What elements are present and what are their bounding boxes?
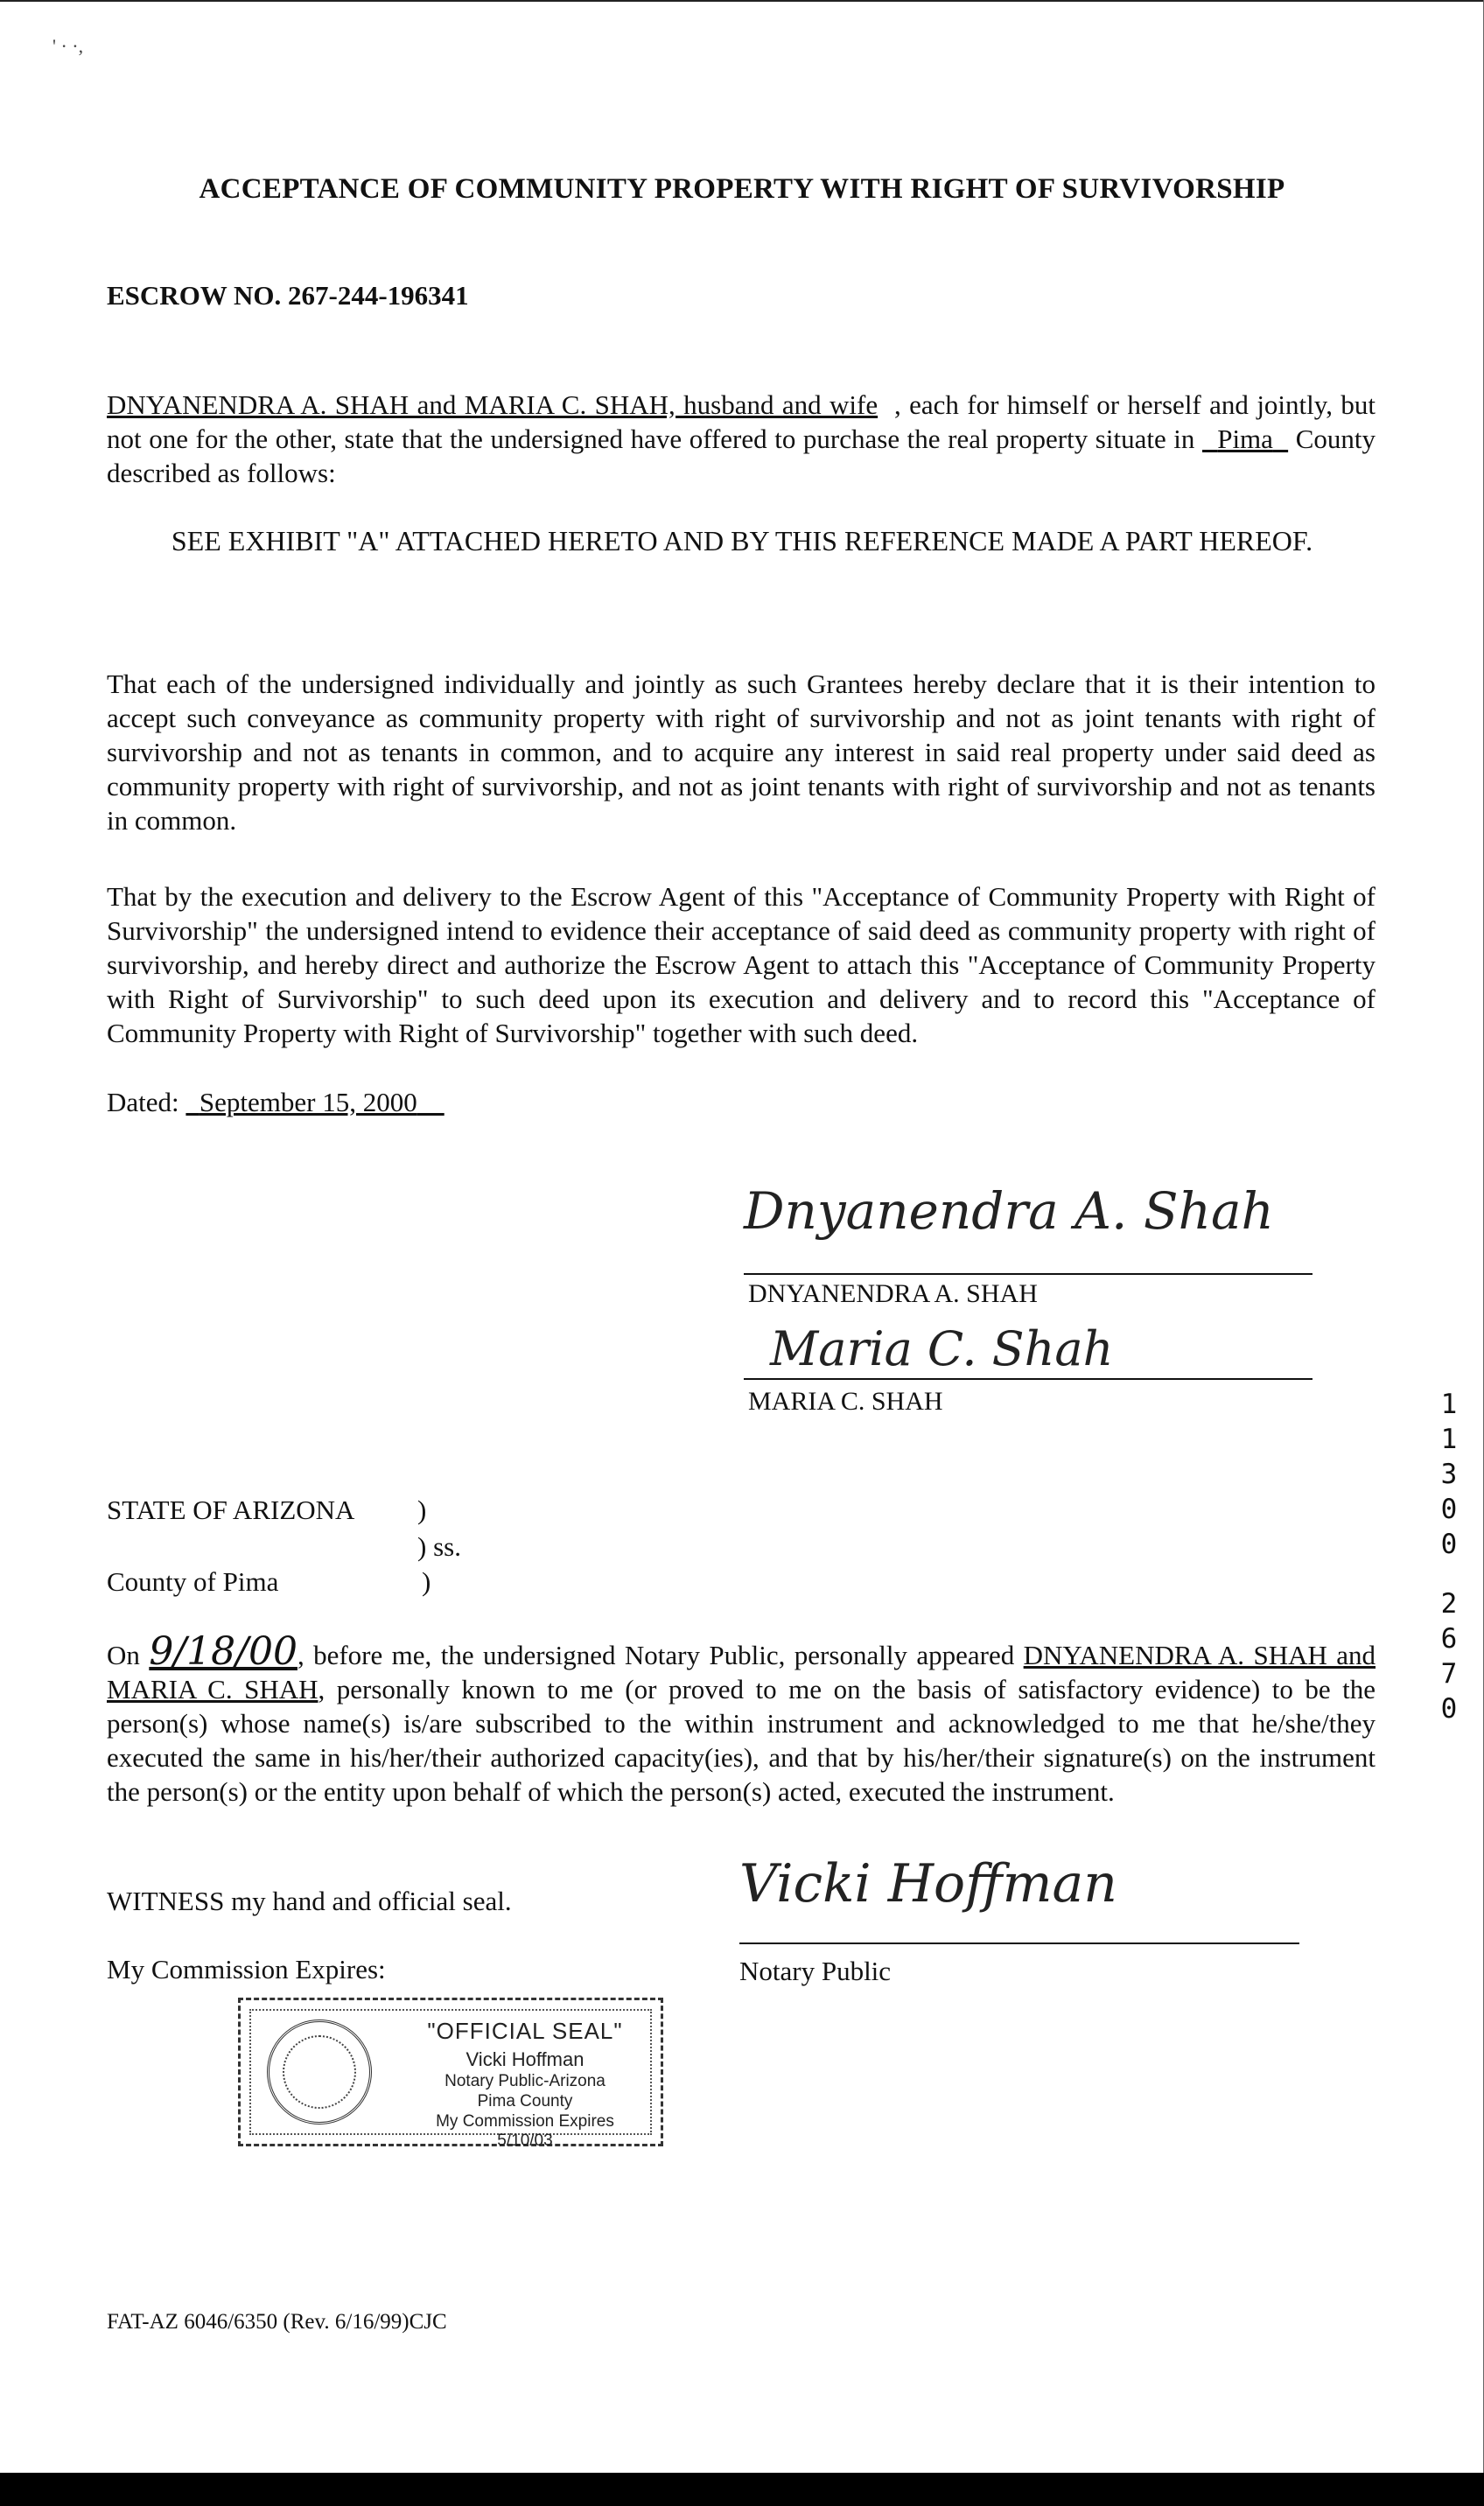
dated-label: Dated: xyxy=(107,1087,179,1117)
exhibit-reference: SEE EXHIBIT "A" ATTACHED HERETO AND BY THIS REFERENCE MADE A PART HEREOF. xyxy=(171,525,1313,556)
acknowledgment-date: 9/18/00 xyxy=(149,1629,298,1674)
recording-digit: 3 xyxy=(1440,1459,1458,1490)
appearing-names: DNYANENDRA A. SHAH and MARIA C. SHAH xyxy=(107,1640,1376,1704)
seal-title: Notary Public-Arizona xyxy=(444,2072,606,2090)
scan-bottom-bar xyxy=(0,2473,1484,2506)
document-title: ACCEPTANCE OF COMMUNITY PROPERTY WITH RIGHT OF SURVIVORSHIP xyxy=(199,173,1285,205)
signature-line xyxy=(744,1273,1312,1275)
form-number: FAT-AZ 6046/6350 (Rev. 6/16/99)CJC xyxy=(107,2310,447,2334)
recording-digit: 1 xyxy=(1440,1389,1458,1420)
county-value: Pima xyxy=(1217,424,1273,454)
notary-public-label: Notary Public xyxy=(739,1956,892,1986)
commission-expires-label: My Commission Expires: xyxy=(107,1954,386,1984)
signature-shah-maria: Maria C. Shah xyxy=(770,1321,1114,1376)
acknowledgment-text-1: , before me, the undersigned Notary Public, personally appeared xyxy=(297,1640,1015,1670)
scan-marks: ' · ·, xyxy=(52,35,84,57)
execution-paragraph: That by the execution and delivery to the Escrow Agent of this "Acceptance of Community Property with Right of Survivorship" the undersigned intend to evidence their acceptance of said deed as community property with right of survivorship, and hereby direct and authorize the Escrow Agent to attach this "Acceptance of Community Property with Right of Survivorship" to such deed upon its execution and delivery and to record this "Acceptance of Community Property with Right of Survivorship" together with such deed. xyxy=(107,881,1376,1048)
venue-ss: ) ss. xyxy=(417,1531,461,1562)
signature-shah-dnyanendra: Dnyanendra A. Shah xyxy=(744,1181,1274,1241)
recording-digit: 2 xyxy=(1440,1588,1458,1620)
dated-value: September 15, 2000 xyxy=(199,1087,417,1117)
intro-text-2: County described as follows: xyxy=(107,424,1376,488)
recording-digit: 0 xyxy=(1440,1494,1458,1525)
venue-paren: ) xyxy=(417,1494,427,1525)
seal-heading: "OFFICIAL SEAL" xyxy=(427,2018,623,2044)
dated-line xyxy=(107,1087,444,1118)
signature-line xyxy=(739,1942,1299,1944)
recording-digit: 0 xyxy=(1440,1693,1458,1725)
acknowledgment-paragraph xyxy=(107,1629,1376,1809)
official-seal-stamp xyxy=(238,1998,663,2150)
seal-expiration: My Commission Expires 5/10/03 xyxy=(436,2112,614,2150)
acknowledgment-text-2: , personally known to me (or proved to me on the basis of satisfactory evidence) to be the person(s) whose name(s) is/are subscribed to the within instrument and acknowledged to me that he/she/they executed the same in his/her/their authorized capacity(ies), and that by his/her/their signature(s) on the instrument the person(s) or the entity upon behalf of which the person(s) acted, executed the instrument. xyxy=(107,1674,1376,1807)
recording-digit: 1 xyxy=(1440,1424,1458,1455)
venue-state: STATE OF ARIZONA xyxy=(107,1494,355,1525)
recording-digit: 6 xyxy=(1440,1623,1458,1655)
venue-paren: ) xyxy=(422,1566,431,1597)
signer-name: MARIA C. SHAH xyxy=(748,1387,943,1416)
recording-digit: 0 xyxy=(1440,1529,1458,1560)
state-seal-inner-ring xyxy=(283,2035,356,2109)
signature-line xyxy=(744,1378,1312,1380)
escrow-number: ESCROW NO. 267-244-196341 xyxy=(107,280,469,311)
signer-name: DNYANENDRA A. SHAH xyxy=(748,1279,1038,1308)
venue-county: County of Pima xyxy=(107,1566,279,1597)
notary-signature: Vicki Hoffman xyxy=(739,1853,1117,1914)
recording-gap xyxy=(1432,1562,1466,1586)
intro-text-1: , each for himself or herself and jointly, but not one for the other, state that the undersigned have offered to purchase the real property situate in xyxy=(107,389,1376,454)
top-border xyxy=(0,0,1484,2)
witness-statement: WITNESS my hand and official seal. xyxy=(107,1886,512,1916)
grantee-names: DNYANENDRA A. SHAH and MARIA C. SHAH, husband and wife xyxy=(107,389,878,420)
declaration-paragraph: That each of the undersigned individually and jointly as such Grantees hereby declare that it is their intention to accept such conveyance as community property with right of survivorship and not as joint tenants with right of survivorship and not as tenants in common, and to acquire any interest in said real property under said deed as community property with right of survivorship, and not as joint tenants with right of survivorship and not as tenants in common. xyxy=(107,668,1376,836)
on-label: On xyxy=(107,1640,140,1670)
intro-paragraph xyxy=(107,388,1376,490)
recording-number xyxy=(1432,1387,1466,1726)
recording-digit: 7 xyxy=(1440,1658,1458,1690)
seal-county: Pima County xyxy=(477,2092,573,2110)
seal-notary-name: Vicki Hoffman xyxy=(466,2048,584,2070)
